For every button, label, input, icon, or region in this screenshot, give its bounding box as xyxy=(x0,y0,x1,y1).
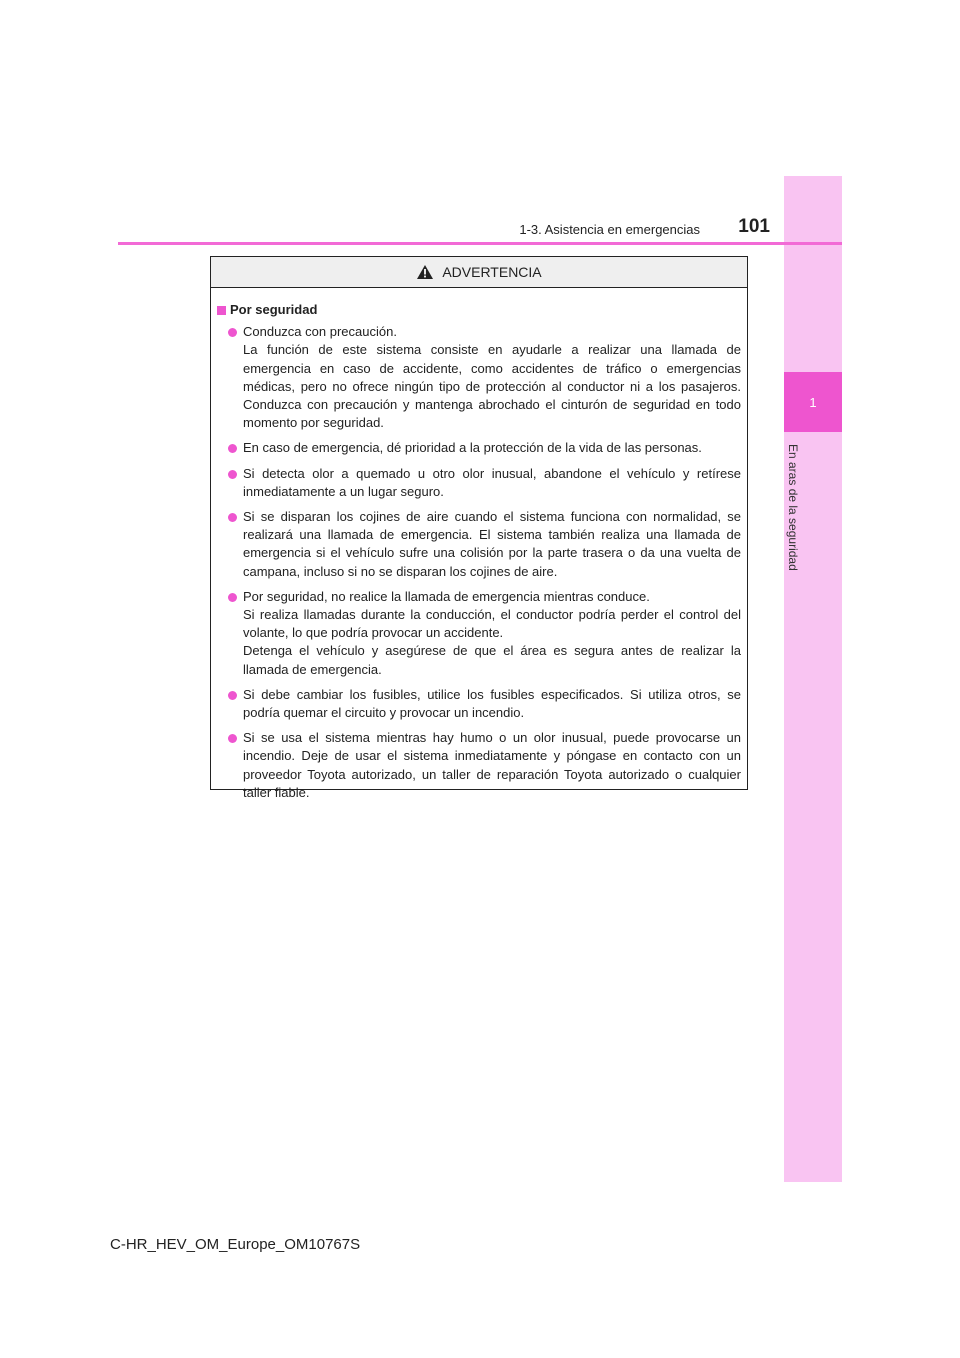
list-item-line: La función de este sistema consiste en ayudarle a realizar una llamada de emergencia en caso de accidente, como accidentes de tráfico o emergencias médicas, pero no ofrece ningún tipo de protección al conductor ni a los pasajeros. Conduzca con precaución y mantenga abrochado el cinturón de seguridad en todo momento por seguridad. xyxy=(243,342,741,431)
list-item xyxy=(217,323,741,432)
list-item xyxy=(217,686,741,722)
warning-heading-text: Por seguridad xyxy=(230,302,318,317)
circle-bullet-icon xyxy=(228,328,237,337)
section-title: 1-3. Asistencia en emergencias xyxy=(519,222,700,237)
list-item-line: Si se disparan los cojines de aire cuando el sistema funciona con normalidad, se realizará una llamada de emergencia. El sistema también realiza una llamada de emergencia si el vehículo sufre una colisión por la parte trasera o da una vuelta de campana, incluso si no se disparan los cojines de aire. xyxy=(243,509,741,579)
page-number: 101 xyxy=(738,216,770,237)
warning-heading xyxy=(217,301,741,319)
list-item xyxy=(217,729,741,802)
chapter-number: 1 xyxy=(809,394,817,410)
list-item-text xyxy=(243,439,741,457)
chapter-tab xyxy=(784,372,842,432)
list-item xyxy=(217,465,741,501)
circle-bullet-icon xyxy=(228,593,237,602)
warning-header xyxy=(211,257,747,288)
list-item xyxy=(217,439,741,457)
side-band xyxy=(784,176,842,1182)
circle-bullet-icon xyxy=(228,444,237,453)
chapter-label: En aras de la seguridad xyxy=(786,443,800,571)
list-item-text xyxy=(243,508,741,581)
warning-box xyxy=(210,256,748,800)
warning-title: ADVERTENCIA xyxy=(442,264,542,280)
list-item-line: Por seguridad, no realice la llamada de emergencia mientras conduce. xyxy=(243,588,650,604)
list-item xyxy=(217,588,741,679)
warning-body xyxy=(211,288,747,802)
list-item-line: Si detecta olor a quemado u otro olor inusual, abandone el vehículo y retírese inmediatamente a un lugar seguro. xyxy=(243,465,741,499)
list-item-line: Detenga el vehículo y asegúrese de que el área es segura antes de realizar la llamada de emergencia. xyxy=(243,643,741,677)
list-item-text xyxy=(243,323,741,432)
square-bullet-icon xyxy=(217,306,226,315)
list-item-text xyxy=(243,465,741,501)
list-item-text xyxy=(243,686,741,722)
circle-bullet-icon xyxy=(228,691,237,700)
circle-bullet-icon xyxy=(228,734,237,743)
header-rule xyxy=(118,242,842,245)
warning-item-list xyxy=(217,323,741,802)
list-item-text xyxy=(243,729,741,802)
list-item-line: Si realiza llamadas durante la conducción, el conductor podría perder el control del volante, lo que podría provocar un accidente. xyxy=(243,607,741,641)
circle-bullet-icon xyxy=(228,470,237,479)
list-item-line: En caso de emergencia, dé prioridad a la protección de la vida de las personas. xyxy=(243,440,702,456)
list-item-line: Si se usa el sistema mientras hay humo o un olor inusual, puede provocarse un incendio. Deje de usar el sistema inmediatamente y póngase en contacto con un proveedor Toyota autorizado, un taller de reparación Toyota autorizado o cualquier taller fiable. xyxy=(243,730,741,800)
document-code: C-HR_HEV_OM_Europe_OM10767S xyxy=(110,1236,361,1253)
circle-bullet-icon xyxy=(228,513,237,522)
list-item xyxy=(217,508,741,581)
list-item-line: Si debe cambiar los fusibles, utilice los fusibles especificados. Si utiliza otros, se podría quemar el circuito y provocar un incendio. xyxy=(243,686,741,721)
warning-triangle-icon xyxy=(416,264,434,280)
list-item-line: Conduzca con precaución. xyxy=(243,324,397,340)
list-item-text xyxy=(243,588,741,679)
